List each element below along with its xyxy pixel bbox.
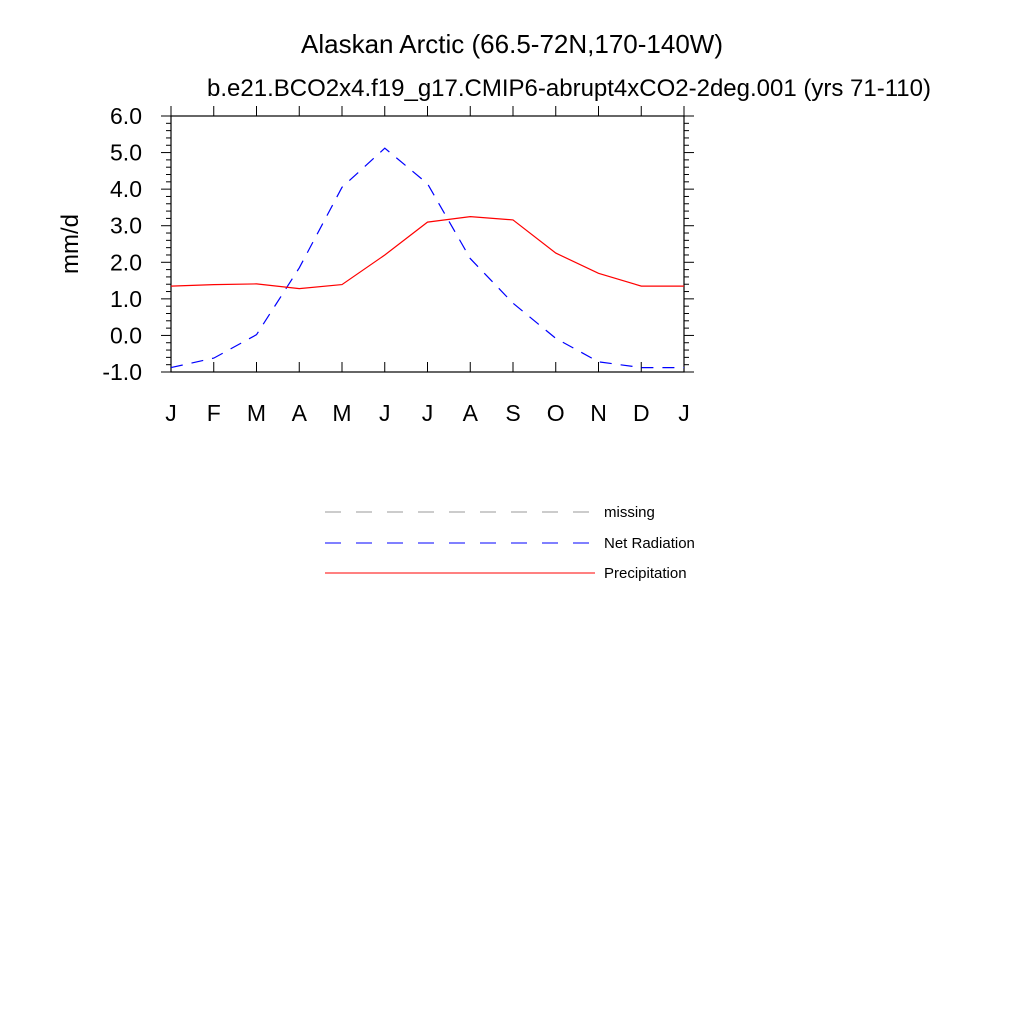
x-tick-label: D <box>632 400 650 426</box>
y-axis-label: mm/d <box>57 214 84 274</box>
x-tick-label: S <box>505 400 521 426</box>
legend-label-precipitation: Precipitation <box>604 565 687 582</box>
plot-frame <box>171 116 684 372</box>
x-tick-label: J <box>379 400 391 426</box>
legend-label-net-radiation: Net Radiation <box>604 535 695 552</box>
x-tick-label: A <box>291 400 307 426</box>
x-tick-label: J <box>678 400 690 426</box>
x-tick-label: O <box>546 400 565 426</box>
x-tick-label: F <box>206 400 221 426</box>
legend-label-missing: missing <box>604 504 655 521</box>
y-tick-label: 5.0 <box>110 139 142 166</box>
x-tick-label: J <box>421 400 434 426</box>
x-tick-label: N <box>590 400 607 426</box>
y-tick-label: 2.0 <box>110 249 142 276</box>
x-tick-label: M <box>246 400 267 426</box>
y-tick-label: 4.0 <box>110 176 142 203</box>
y-tick-label: -1.0 <box>102 359 142 385</box>
x-tick-label: A <box>462 400 478 426</box>
series-line-precipitation <box>171 217 684 289</box>
x-tick-label: M <box>332 400 352 426</box>
x-tick-label: J <box>165 400 177 426</box>
y-tick-label: 3.0 <box>110 212 142 239</box>
series-line-net-radiation <box>171 148 684 367</box>
y-tick-label: 0.0 <box>110 322 142 349</box>
chart-title: Alaskan Arctic (66.5-72N,170-140W) <box>301 29 723 59</box>
plot-area <box>102 103 694 426</box>
y-tick-label: 1.0 <box>110 285 142 312</box>
y-tick-label: 6.0 <box>110 103 142 129</box>
chart-subtitle: b.e21.BCO2x4.f19_g17.CMIP6-abrupt4xCO2-2deg.001 (yrs 71-110) <box>207 75 931 102</box>
legend <box>325 504 695 582</box>
